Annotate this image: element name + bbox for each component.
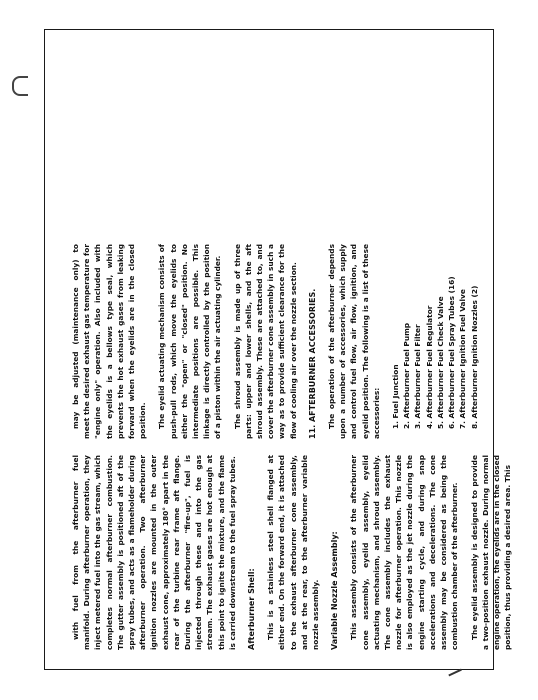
list-item: 5. Afterburner Fuel Check Valve: [435, 296, 445, 429]
list-item: 8. Afterburner Ignition Nozzles (2): [469, 285, 479, 429]
section-heading-accessories: 11. AFTERBURNER ACCESSORIES.: [307, 288, 317, 439]
paragraph: The eyelid assembly is designed to provide a two-position exhaust nozzle. During normal engine operation, the eyelids are in the closed position, thus providing a desired area. This: [469, 455, 513, 650]
binder-mark: [12, 76, 28, 96]
paragraph: The shroud assembly is made up of three parts: upper and lower shells, and the aft shroud assembly. These are attached to, and cover the afterburner cone assembly in such a way as to provide sufficient clearance for the flow of cooling air over the nozzle section.: [232, 244, 298, 439]
list-item: 3. Afterburner Fuel Filter: [413, 324, 423, 429]
paragraph: with fuel from the afterburner fuel manifold. During afterburner operation, they inject metered fuel into the gas stream, which completes normal afterburner combustion. The gutter assembly is positioned aft of the spray tubes, and acts as a flameholder during afterburner operation. Two afterburner ignition nozzles are mounted in the outer exhaust cone, approximately 180° apart in the rear of the turbine rear frame aft flange. During the afterburner "fire-up", fuel is injected through these and into the gas stream. The exhaust gases are hot enough at this point to ignite the mixture, and the flame is carried downstream to the fuel spray tubes.: [71, 455, 237, 650]
rotated-text-block: [70, 60, 513, 650]
right-column: [70, 244, 479, 439]
paragraph: The operation of the afterburner depends upon a number of accessories, which supply and control fuel flow, air flow, ignition, and eyelid position. The following is a list of these accessories:: [327, 244, 381, 439]
list-item: 1. Fuel Junction: [391, 364, 401, 429]
accessory-list: [390, 244, 480, 439]
list-item: 6. Afterburner Fuel Spray Tubes (16): [447, 276, 457, 429]
list-item: 7. Afterburner Ignition Fuel Valve: [458, 289, 468, 429]
section-heading-shell: Afterburner Shell:: [247, 568, 257, 650]
paragraph: This is a stainless steel shell flanged at either end. On the forward end, it is attached to the exhaust afterburner cone assembly, and at the rear, to the afterburner variable nozzle assembly.: [266, 455, 321, 650]
left-column: [70, 455, 513, 650]
paragraph: This assembly consists of the afterburner cone assembly, eyelid assembly, eyelid actuating mechanism, and shroud assembly. The cone assembly includes the exhaust nozzle for afterburner operation. This nozzle is also employed as the jet nozzle during the engine starting cycle, and during snap accelerations and decelerations. The cone assembly may be considered as being the combustion chamber of the afterburner.: [349, 455, 460, 650]
paragraph: The eyelid actuating mechanism consists of push-pull rods, which move the eyelids to either the "open" or "closed" position. No intermediate positions are possible. This linkage is directly controlled by the position of a piston within the air actuating cylinder.: [157, 244, 223, 439]
list-item: 2. Afterburner Fuel Pump: [402, 322, 412, 429]
section-heading-nozzle: Variable Nozzle Assembly:: [330, 531, 340, 650]
list-item: 4. Afterburner Fuel Regulator: [424, 305, 434, 429]
paragraph: may be adjusted (maintenance only) to meet the desired exhaust gas temperature for "engine only" operation. Also included with the eyelids is a bellows type seal, which prevents the hot exhaust gases from leaking forward when the eyelids are in the closed position.: [71, 244, 148, 439]
